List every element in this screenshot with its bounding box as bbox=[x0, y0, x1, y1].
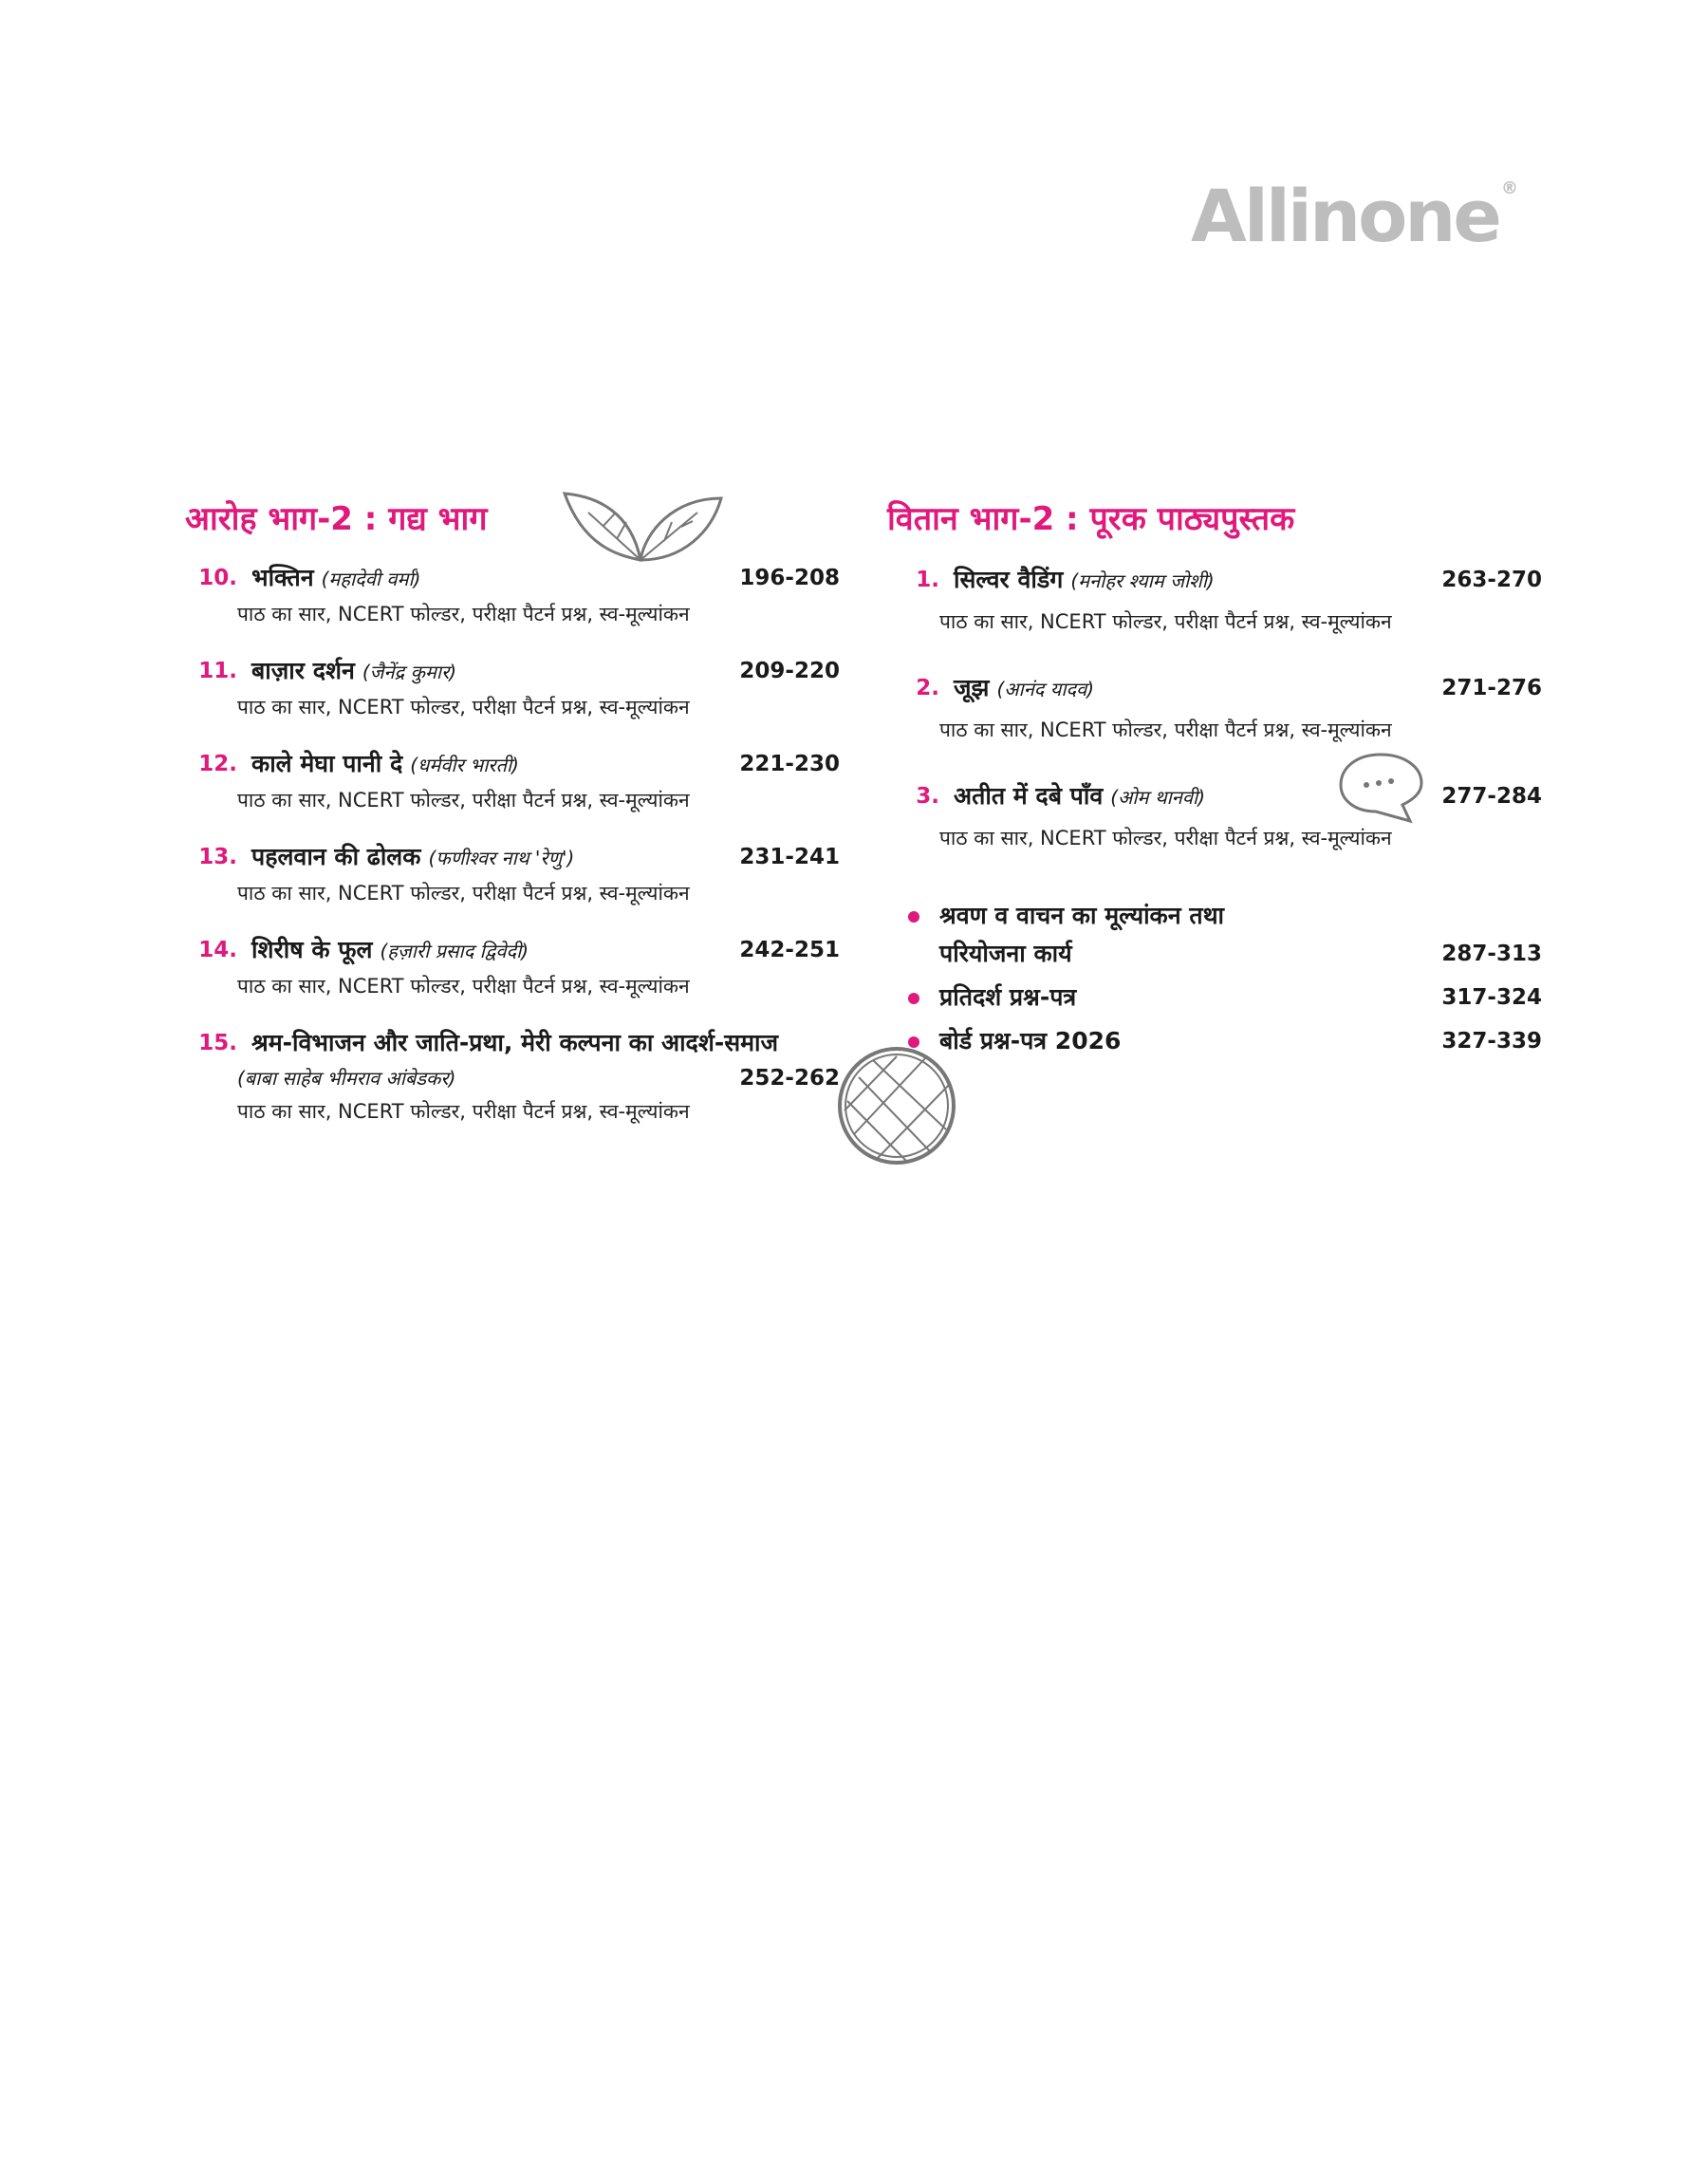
entry-number: 14. bbox=[198, 938, 237, 962]
entry-pages: 221-230 bbox=[739, 752, 840, 776]
entry-title bbox=[251, 652, 456, 691]
entry-pages: 242-251 bbox=[739, 938, 840, 962]
entry-number: 11. bbox=[198, 659, 237, 683]
brand-logo bbox=[1191, 174, 1518, 258]
entry-title-text: काले मेघा पानी दे bbox=[251, 750, 403, 777]
bullet-pages: 287-313 bbox=[1441, 942, 1542, 966]
toc-entry[interactable] bbox=[185, 652, 840, 724]
entry-author: (आनंद यादव) bbox=[996, 678, 1095, 700]
entry-number: 1. bbox=[916, 568, 939, 592]
toc-entry[interactable] bbox=[185, 838, 840, 910]
entry-title bbox=[954, 559, 1215, 602]
entry-pages: 209-220 bbox=[739, 659, 840, 683]
entry-author: (मनोहर श्याम जोशी) bbox=[1070, 569, 1215, 592]
left-column bbox=[185, 498, 840, 1149]
section-heading: आरोह भाग-2 : गद्य भाग bbox=[185, 500, 488, 538]
entry-author: (बाबा साहेब भीमराव आंबेडकर) bbox=[237, 1067, 456, 1090]
entry-title-text: बाज़ार दर्शन bbox=[251, 657, 355, 684]
entry-title bbox=[954, 667, 1094, 710]
entry-description: पाठ का सार, NCERT फोल्डर, परीक्षा पैटर्न प्रश्न, स्व-मूल्यांकन bbox=[237, 696, 690, 718]
entry-number: 10. bbox=[198, 566, 237, 590]
bullet-dot-icon bbox=[908, 993, 919, 1004]
extra-sections-list bbox=[887, 897, 1542, 1060]
entry-author: (हज़ारी प्रसाद द्विवेदी) bbox=[380, 940, 529, 962]
entry-description: पाठ का सार, NCERT फोल्डर, परीक्षा पैटर्न प्रश्न, स्व-मूल्यांकन bbox=[939, 610, 1392, 633]
bullet-dot-icon bbox=[908, 911, 919, 923]
entry-title-text: अतीत में दबे पाँव bbox=[954, 782, 1104, 810]
entry-author: (महादेवी वर्मा) bbox=[321, 568, 421, 590]
entry-number: 13. bbox=[198, 845, 237, 869]
registered-mark: ® bbox=[1500, 178, 1518, 198]
entry-title bbox=[251, 559, 420, 598]
entry-title-text: भक्तिन bbox=[251, 564, 314, 591]
bullet-text-continued: परियोजना कार्य bbox=[939, 940, 1072, 967]
toc-entry[interactable] bbox=[185, 745, 840, 817]
entry-description: पाठ का सार, NCERT फोल्डर, परीक्षा पैटर्न प्रश्न, स्व-मूल्यांकन bbox=[939, 827, 1392, 849]
entry-description: पाठ का सार, NCERT फोल्डर, परीक्षा पैटर्न प्रश्न, स्व-मूल्यांकन bbox=[237, 789, 690, 812]
entry-pages: 252-262 bbox=[739, 1066, 840, 1091]
entry-title-text: पहलवान की ढोलक bbox=[251, 843, 421, 870]
entry-author: (ओम थानवी) bbox=[1110, 786, 1206, 809]
entry-description: पाठ का सार, NCERT फोल्डर, परीक्षा पैटर्न प्रश्न, स्व-मूल्यांकन bbox=[939, 718, 1392, 741]
entry-pages: 231-241 bbox=[739, 845, 840, 869]
section-heading: वितान भाग-2 : पूरक पाठ्यपुस्तक bbox=[887, 500, 1295, 538]
entry-pages: 277-284 bbox=[1441, 784, 1542, 809]
entry-author: (धर्मवीर भारती) bbox=[410, 754, 519, 776]
bullet-pages: 327-339 bbox=[1441, 1029, 1542, 1054]
entry-number: 3. bbox=[916, 784, 939, 809]
bullet-text: श्रवण व वाचन का मूल्यांकन तथा bbox=[939, 902, 1225, 929]
entry-title bbox=[251, 838, 574, 877]
entry-author: (फणीश्वर नाथ 'रेणु') bbox=[428, 847, 575, 869]
entry-author: (जैनेंद्र कुमार) bbox=[362, 661, 457, 683]
entry-description: पाठ का सार, NCERT फोल्डर, परीक्षा पैटर्न प्रश्न, स्व-मूल्यांकन bbox=[237, 1100, 690, 1123]
entry-number: 12. bbox=[198, 752, 237, 776]
toc-entry[interactable] bbox=[185, 559, 840, 631]
entry-title bbox=[251, 931, 529, 970]
toc-entry[interactable] bbox=[185, 931, 840, 1003]
entry-title-text: जूझ bbox=[954, 674, 990, 701]
entry-author-row bbox=[237, 1062, 840, 1094]
entry-title bbox=[251, 745, 519, 784]
entry-number: 15. bbox=[198, 1031, 237, 1055]
entry-title-text: शिरीष के फूल bbox=[251, 936, 373, 963]
right-column bbox=[887, 498, 1542, 1066]
entry-number: 2. bbox=[916, 676, 939, 700]
bullet-item[interactable] bbox=[887, 897, 1542, 973]
entry-description: पाठ का सार, NCERT फोल्डर, परीक्षा पैटर्न प्रश्न, स्व-मूल्यांकन bbox=[237, 882, 690, 905]
toc-entry[interactable] bbox=[185, 1024, 840, 1129]
entry-title-text: सिल्वर वैडिंग bbox=[954, 566, 1064, 593]
entry-pages: 196-208 bbox=[739, 566, 840, 590]
entry-pages: 263-270 bbox=[1441, 568, 1542, 592]
bullet-item[interactable] bbox=[887, 979, 1542, 1017]
bullet-text: बोर्ड प्रश्न-पत्र 2026 bbox=[939, 1027, 1122, 1054]
entry-description: पाठ का सार, NCERT फोल्डर, परीक्षा पैटर्न प्रश्न, स्व-मूल्यांकन bbox=[237, 603, 690, 625]
entry-title bbox=[954, 775, 1205, 818]
toc-entry[interactable] bbox=[887, 559, 1542, 643]
entry-title: श्रम-विभाजन और जाति-प्रथा, मेरी कल्पना का आदर्श-समाज bbox=[251, 1029, 779, 1056]
bullet-dot-icon bbox=[908, 1036, 919, 1048]
toc-entry[interactable] bbox=[887, 667, 1542, 751]
toc-entry[interactable] bbox=[887, 775, 1542, 859]
entry-description: पाठ का सार, NCERT फोल्डर, परीक्षा पैटर्न प्रश्न, स्व-मूल्यांकन bbox=[237, 975, 690, 998]
bullet-item[interactable] bbox=[887, 1022, 1542, 1060]
entry-pages: 271-276 bbox=[1441, 676, 1542, 700]
brand-logo-text: Allinone bbox=[1191, 174, 1499, 258]
bullet-pages: 317-324 bbox=[1441, 985, 1542, 1010]
bullet-text: प्रतिदर्श प्रश्न-पत्र bbox=[939, 983, 1077, 1011]
